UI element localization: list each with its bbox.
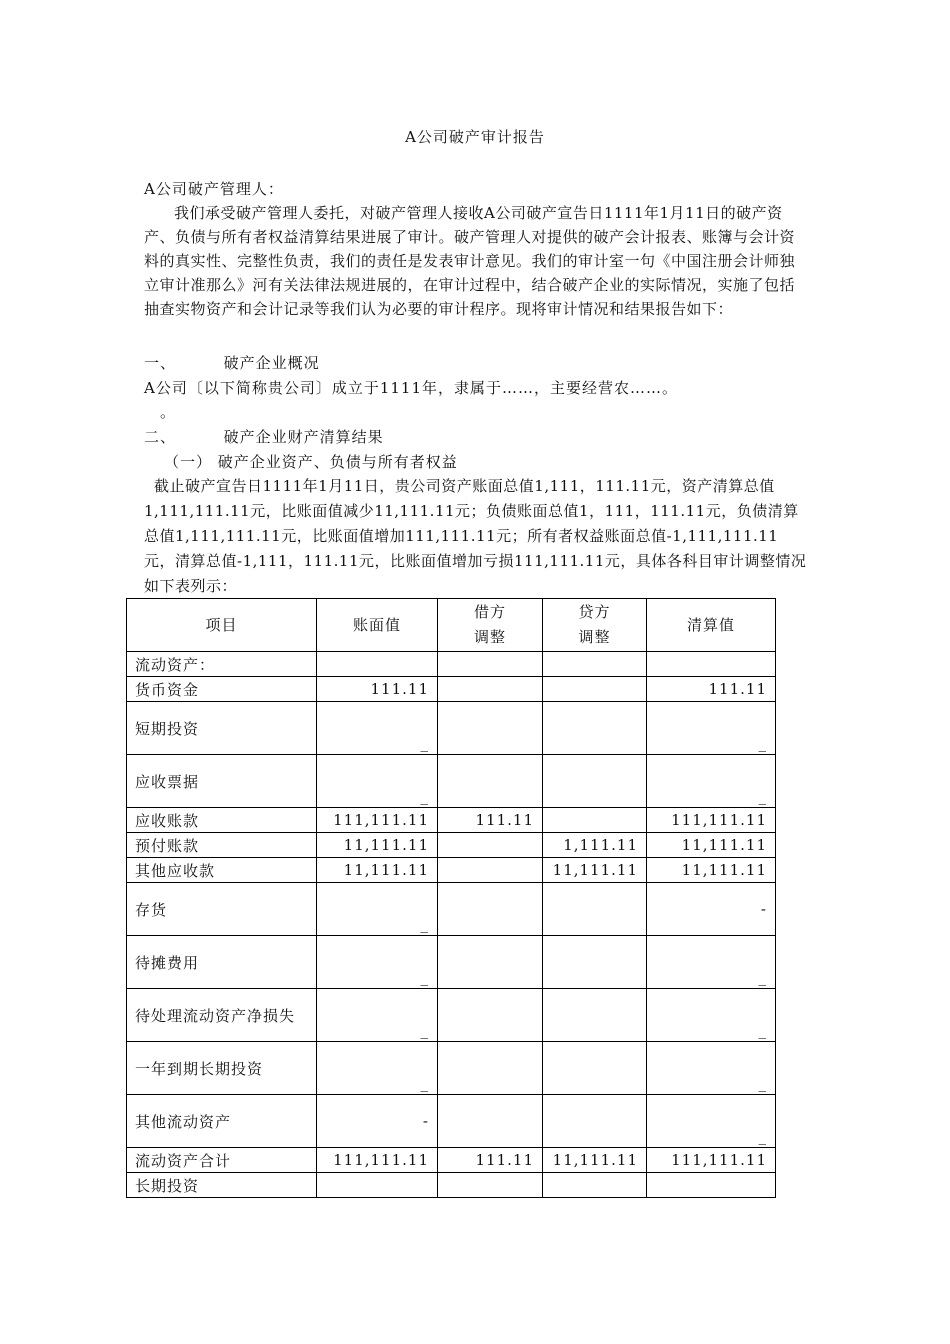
row-book-value: _ [317,936,438,989]
row-book-value: 111,111.11 [317,808,438,833]
salutation: A公司破产管理人： [144,180,284,198]
row-credit [543,808,647,833]
row-settlement: 11,111.11 [647,833,776,858]
section1-number: 一、 [144,354,177,372]
row-settlement: _ [647,936,776,989]
row-item: 存货 [127,883,317,936]
table-row [127,808,776,833]
intro-paragraph [144,201,809,321]
table-row [127,883,776,936]
row-debit [438,1095,543,1148]
row-book-value: 11,111.11 [317,833,438,858]
row-settlement: _ [647,1095,776,1148]
row-credit [543,936,647,989]
table-row [127,936,776,989]
document-title: A公司破产审计报告 [405,128,545,146]
section1-dot: 。 [160,403,177,421]
table-row [127,833,776,858]
row-item: 待处理流动资产净损失 [127,989,317,1042]
row-debit [438,755,543,808]
header-debit-top: 借方 [473,603,506,621]
header-debit-bottom: 调整 [473,628,506,646]
row-settlement: 111.11 [647,677,776,702]
summary-paragraph [144,474,808,599]
header-debit-adjustment [438,599,543,652]
row-debit [438,1042,543,1095]
row-debit [438,858,543,883]
table-row [127,755,776,808]
row-debit [438,833,543,858]
row-debit [438,1173,543,1198]
row-item: 流动资产合计 [127,1148,317,1173]
row-book-value [317,1173,438,1198]
table-row [127,1148,776,1173]
header-settlement-value: 清算值 [647,599,776,652]
row-settlement: 11,111.11 [647,858,776,883]
row-credit [543,989,647,1042]
row-settlement: - [647,883,776,936]
table-row [127,1173,776,1198]
section1-title: 破产企业概况 [223,354,320,372]
row-book-value: _ [317,989,438,1042]
table-row [127,702,776,755]
section1-text: A公司〔以下简称贵公司〕成立于1111年，隶属于……，主要经营农……。 [144,379,679,397]
row-credit [543,883,647,936]
row-credit [543,652,647,677]
row-book-value: 111,111.11 [317,1148,438,1173]
row-book-value [317,652,438,677]
table-row [127,1095,776,1148]
table-row [127,677,776,702]
row-item: 其他流动资产 [127,1095,317,1148]
row-debit: 111.11 [438,1148,543,1173]
row-credit [543,755,647,808]
row-item: 其他应收款 [127,858,317,883]
intro-paragraph-text: 我们承受破产管理人委托，对破产管理人接收A公司破产宣告日1111年1月11日的破产资产、负债与所有者权益清算结果进展了审计。破产管理人对提供的破产会计报表、账簿与会计资料的真实性、完整性负责，我们的责任是发表审计意见。我们的审计室一句《中国注册会计师独立审计准那么》河有关法律法规进展的，在审计过程中，结合破产企业的实际情况，实施了包括抽查实物资产和会计记录等我们认为必要的审计程序。现将审计情况和结果报告如下： [144,204,796,318]
table-row [127,858,776,883]
row-debit: 111.11 [438,808,543,833]
row-debit [438,702,543,755]
row-item: 长期投资 [127,1173,317,1198]
row-credit [543,1173,647,1198]
row-item: 一年到期长期投资 [127,1042,317,1095]
summary-paragraph-text: 截止破产宣告日1111年1月11日，贵公司资产账面总值1,111，111.11元，资产清算总值1,111,111.11元，比账面值减少11,111.11元；负债账面总值1，111，111.11元，负债清算总值1,111,111.11元，比账面值增加111,111.11元；所有者权益账面总值-1,111,111.11元，清算总值-1,111，111.11元，比账面值增加亏损111,111.11元，具体各科目审计调整情况如下表列示： [144,477,807,595]
subsection1-heading: （一） 破产企业资产、负债与所有者权益 [164,453,458,471]
row-book-value: _ [317,883,438,936]
row-debit [438,677,543,702]
row-settlement: _ [647,755,776,808]
row-credit: 1,111.11 [543,833,647,858]
header-credit-adjustment [543,599,647,652]
table-row [127,1042,776,1095]
section2-title: 破产企业财产清算结果 [223,428,384,446]
row-settlement: _ [647,989,776,1042]
row-book-value: - [317,1095,438,1148]
row-credit: 11,111.11 [543,1148,647,1173]
row-settlement: 111,111.11 [647,1148,776,1173]
row-book-value: 111.11 [317,677,438,702]
row-item: 预付账款 [127,833,317,858]
row-settlement: _ [647,702,776,755]
row-debit [438,883,543,936]
header-credit-top: 贷方 [578,603,611,621]
header-book-value: 账面值 [317,599,438,652]
row-credit [543,1095,647,1148]
table-row [127,989,776,1042]
row-debit [438,652,543,677]
table-row [127,652,776,677]
row-debit [438,989,543,1042]
header-credit-bottom: 调整 [578,628,611,646]
row-debit [438,936,543,989]
row-item: 应收票据 [127,755,317,808]
row-settlement: _ [647,1042,776,1095]
row-settlement [647,1173,776,1198]
row-settlement [647,652,776,677]
row-item: 应收账款 [127,808,317,833]
section2-heading [144,426,384,447]
section1-heading [144,352,320,373]
row-credit [543,677,647,702]
row-item: 短期投资 [127,702,317,755]
audit-adjustment-table [126,598,776,1198]
row-book-value: _ [317,755,438,808]
row-item: 待摊费用 [127,936,317,989]
row-credit [543,1042,647,1095]
row-item: 流动资产： [127,652,317,677]
table-header-row [127,599,776,652]
row-book-value: _ [317,702,438,755]
row-credit [543,702,647,755]
row-book-value: _ [317,1042,438,1095]
header-item: 项目 [127,599,317,652]
row-item: 货币资金 [127,677,317,702]
row-settlement: 111,111.11 [647,808,776,833]
section2-number: 二、 [144,428,177,446]
row-credit: 11,111.11 [543,858,647,883]
row-book-value: 11,111.11 [317,858,438,883]
